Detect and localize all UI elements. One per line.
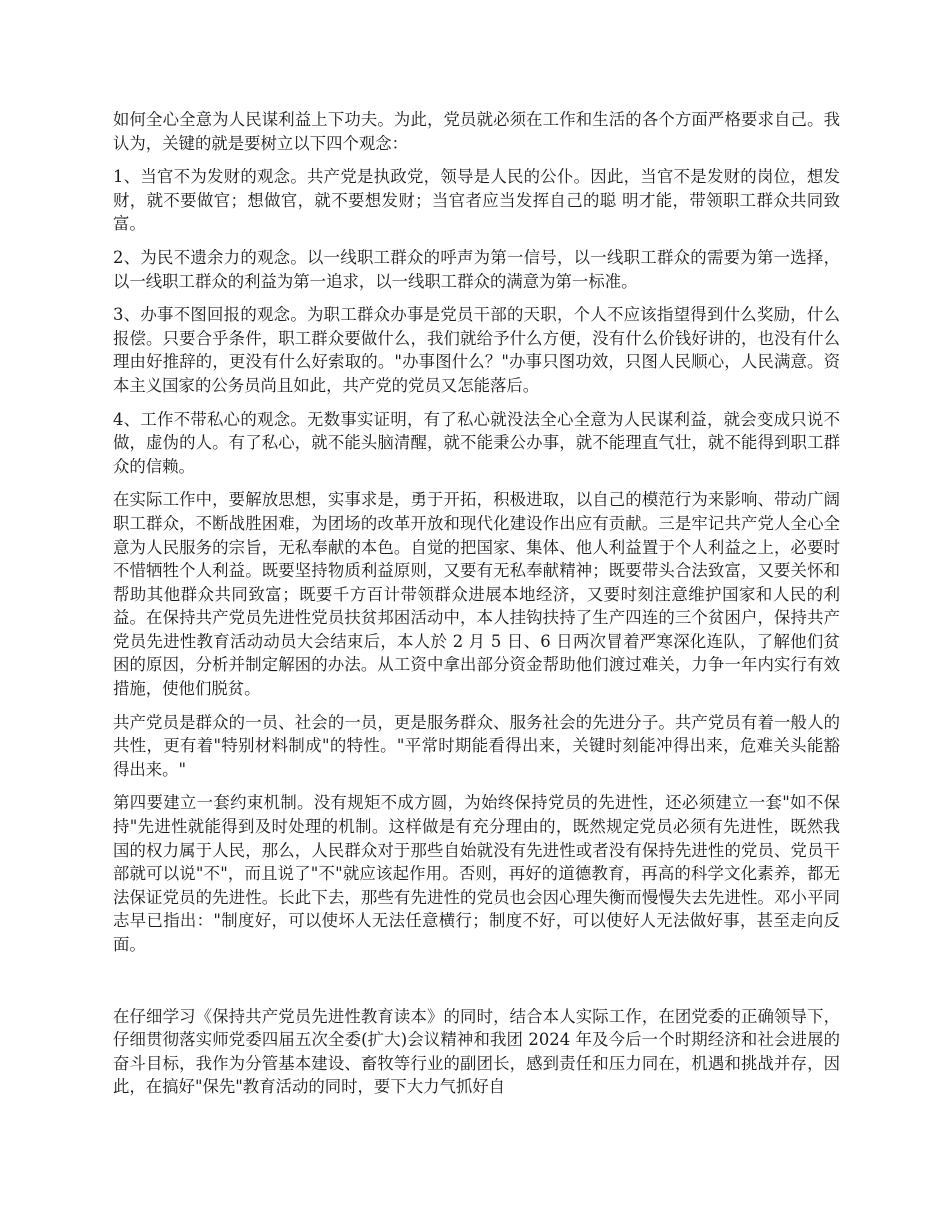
paragraph-intro: 如何全心全意为人民谋利益上下功夫。为此，党员就必须在工作和生活的各个方面严格要求自己。我认为，关键的就是要树立以下四个观念： <box>113 110 840 153</box>
paragraph-concept-3: 3、办事不图回报的观念。为职工群众办事是党员干部的天职，个人不应该指望得到什么奖励，什么报偿。只要合乎条件，职工群众要做什么，我们就给予什么方便，没有什么价钱好讲的，也没有什么理由好推辞的，更没有什么好索取的。"办事图什么？"办事只图功效，只图人民顺心，人民满意。资本主义国家的公务员尚且如此，共产党的党员又怎能落后。 <box>113 305 840 395</box>
paragraph-concept-2: 2、为民不遗余力的观念。以一线职工群众的呼声为第一信号，以一线职工群众的需要为第一选择，以一线职工群众的利益为第一追求，以一线职工群众的满意为第一标准。 <box>113 247 840 291</box>
paragraph-party-member: 共产党员是群众的一员、社会的一员，更是服务群众、服务社会的先进分子。共产党员有着一般人的共性，更有着"特别材料制成"的特性。"平常时期能看得出来，关键时刻能冲得出来，危难关头能豁得出来。" <box>113 712 840 779</box>
paragraph-constraint-mechanism: 第四要建立一套约束机制。没有规矩不成方圆，为始终保持党员的先进性，还必须建立一套"如不保持"先进性就能得到及时处理的机制。这样做是有充分理由的，既然规定党员必须有先进性，既然我国的权力属于人民，那么，人民群众对于那些自始就没有先进性或者没有保持先进性的党员、党员干部就可以说"不"，而且说了"不"就应该起作用。否则，再好的道德教育，再高的科学文化素养，都无法保证党员的先进性。长此下去，那些有先进性的党员也会因心理失衡而慢慢失去先进性。邓小平同志早已指出："制度好，可以使坏人无法任意横行；制度不好，可以使好人无法做好事，甚至走向反面。 <box>113 793 840 954</box>
document-page <box>113 108 840 1109</box>
paragraph-study: 在仔细学习《保持共产党员先进性教育读本》的同时，结合本人实际工作，在团党委的正确领导下，仔细贯彻落实师党委四届五次全委(扩大)会议精神和我团 2024 年及今后一个时期经济和社会进展的奋斗目标，我作为分管基本建设、畜牧等行业的副团长，感到责任和压力同在，机遇和挑战并存，因此，在搞好"保先"教育活动的同时，要下大力气抓好自 <box>113 1006 840 1097</box>
paragraph-concept-1: 1、当官不为发财的观念。共产党是执政党，领导是人民的公仆。因此，当官不是发财的岗位，想发财，就不要做官；想做官，就不要想发财；当官者应当发挥自己的聪 明才能，带领职工群众共同致富。 <box>113 167 840 234</box>
section-gap <box>113 967 840 1005</box>
paragraph-concept-4: 4、工作不带私心的观念。无数事实证明，有了私心就没法全心全意为人民谋利益，就会变成只说不做，虚伪的人。有了私心，就不能头脑清醒，就不能秉公办事，就不能理直气壮，就不能得到职工群众的信赖。 <box>113 409 840 476</box>
paragraph-practice: 在实际工作中，要解放思想，实事求是，勇于开拓，积极进取，以自己的模范行为来影响、带动广阔职工群众，不断战胜困难，为团场的改革开放和现代化建设作出应有贡献。三是牢记共产党人全心全意为人民服务的宗旨，无私奉献的本色。自觉的把国家、集体、他人利益置于个人利益之上，必要时不惜牺牲个人利益。既要坚持物质利益原则，又要有无私奉献精神；既要带头合法致富，又要关怀和帮助其他群众共同致富；既要千方百计带领群众进展本地经济，又要时刻注意维护国家和人民的利益。在保持共产党员先进性党员扶贫邦困活动中，本人挂钩扶持了生产四连的三个贫困户，保持共产党员先进性教育活动动员大会结束后，本人於 2 月 5 日、6 日两次冒着严寒深化连队，了解他们贫困的原因，分析并制定解困的办法。从工资中拿出部分资金帮助他们渡过难关，力争一年内实行有效措施，使他们脱贫。 <box>113 490 840 699</box>
